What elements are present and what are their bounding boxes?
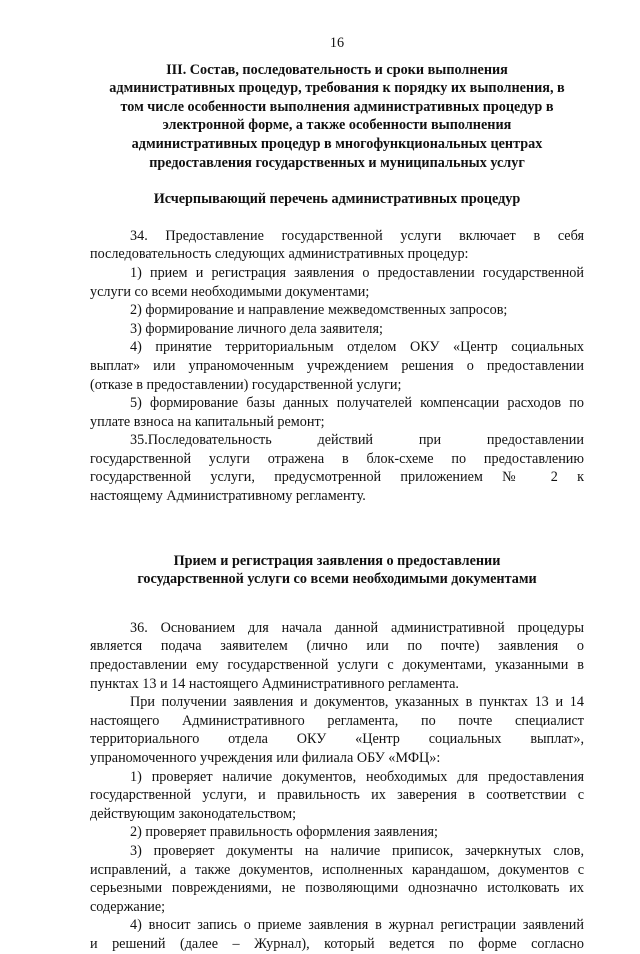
text-line: предоставлении ему государственной услуги с документами, указанными в <box>90 657 584 674</box>
text-line: исправлений, а также документов, исполненных карандашом, документов с <box>90 861 584 878</box>
section-heading-line: электронной форме, а также особенности выполнения <box>162 117 512 134</box>
list-item <box>90 842 584 916</box>
text-line: 2) формирование и направление межведомственных запросов; <box>130 302 508 319</box>
text-line: настоящему Административному регламенту. <box>90 488 366 505</box>
text-line: 4) вносит запись о приеме заявления в журнал регистрации заявлений <box>130 917 584 934</box>
list-item <box>90 338 584 394</box>
list-item <box>90 320 584 339</box>
text-line: серьезными повреждениями, не позволяющими однозначно истолковать их <box>90 880 584 897</box>
text-line: 35.Последовательность действий при предоставлении <box>130 432 584 449</box>
text-line: государственной услуги, и правильность их заверения в соответствии с <box>90 787 584 804</box>
text-line: 36. Основанием для начала данной административной процедуры <box>130 619 584 636</box>
text-line: 4) принятие территориальным отделом ОКУ «Центр социальных <box>130 339 584 356</box>
reception-heading-line: государственной услуги со всеми необходимыми документами <box>137 571 537 588</box>
list-item <box>90 916 584 953</box>
list-item <box>90 301 584 320</box>
text-line: (отказе в предоставлении) государственной услуги; <box>90 376 402 393</box>
section-heading-line: III. Состав, последовательность и сроки выполнения <box>166 61 508 78</box>
text-line: является подача заявителем (лично или по почте) заявления о <box>90 638 584 655</box>
text-line: и решений (далее – Журнал), который ведется по форме согласно <box>90 935 584 952</box>
text-line: услуги со всеми необходимыми документами; <box>90 283 370 300</box>
text-line: 3) формирование личного дела заявителя; <box>130 320 383 337</box>
page-number: 16 <box>329 35 345 51</box>
text-line: территориального отдела ОКУ «Центр социальных выплат», <box>90 731 584 748</box>
paragraph-35 <box>90 431 584 505</box>
text-line: содержание; <box>90 898 166 915</box>
section-heading-line: предоставления государственных и муниципальных услуг <box>149 154 525 171</box>
text-line: пунктах 13 и 14 настоящего Административного регламента. <box>90 675 459 692</box>
text-line: 1) прием и регистрация заявления о предоставлении государственной <box>130 264 584 281</box>
paragraph-36 <box>90 619 584 693</box>
section-heading-line: том числе особенности выполнения административных процедур в <box>120 98 554 115</box>
text-line: государственной услуги отражена в блок-схеме по предоставлению <box>90 450 584 467</box>
paragraph-34 <box>90 227 584 264</box>
reception-heading-line: Прием и регистрация заявления о предоставлении <box>173 552 501 569</box>
section-heading <box>90 61 584 173</box>
text-line: 2) проверяет правильность оформления заявления; <box>130 824 438 841</box>
list-heading: Исчерпывающий перечень административных процедур <box>153 191 521 208</box>
section-heading-line: административных процедур в многофункциональных центрах <box>131 135 543 152</box>
text-line: 34. Предоставление государственной услуги включает в себя <box>130 227 584 244</box>
list-item <box>90 768 584 824</box>
text-line: 3) проверяет документы на наличие приписок, зачеркнутых слов, <box>130 842 584 859</box>
text-line: выплат» или упраномоченным учреждением решения о предоставлении <box>90 357 584 374</box>
list-item <box>90 823 584 842</box>
paragraph-36b <box>90 693 584 767</box>
text-line: последовательность следующих административных процедур: <box>90 246 469 263</box>
section-heading-line: административных процедур, требования к порядку их выполнения, в <box>109 80 565 97</box>
list-item <box>90 264 584 301</box>
text-line: государственной услуги, предусмотренной приложением № 2 к <box>90 469 584 486</box>
text-line: При получении заявления и документов, указанных в пунктах 13 и 14 <box>130 694 584 711</box>
reception-heading <box>90 552 584 589</box>
text-line: 5) формирование базы данных получателей компенсации расходов по <box>130 395 584 412</box>
list-item <box>90 394 584 431</box>
text-line: настоящего Административного регламента, по почте специалист <box>90 712 584 729</box>
text-line: 1) проверяет наличие документов, необходимых для предоставления <box>130 768 584 785</box>
text-line: уплате взноса на капитальный ремонт; <box>90 413 325 430</box>
text-line: действующим законодательством; <box>90 805 297 822</box>
text-line: упраномоченного учреждения или филиала ОБУ «МФЦ»: <box>90 750 441 766</box>
